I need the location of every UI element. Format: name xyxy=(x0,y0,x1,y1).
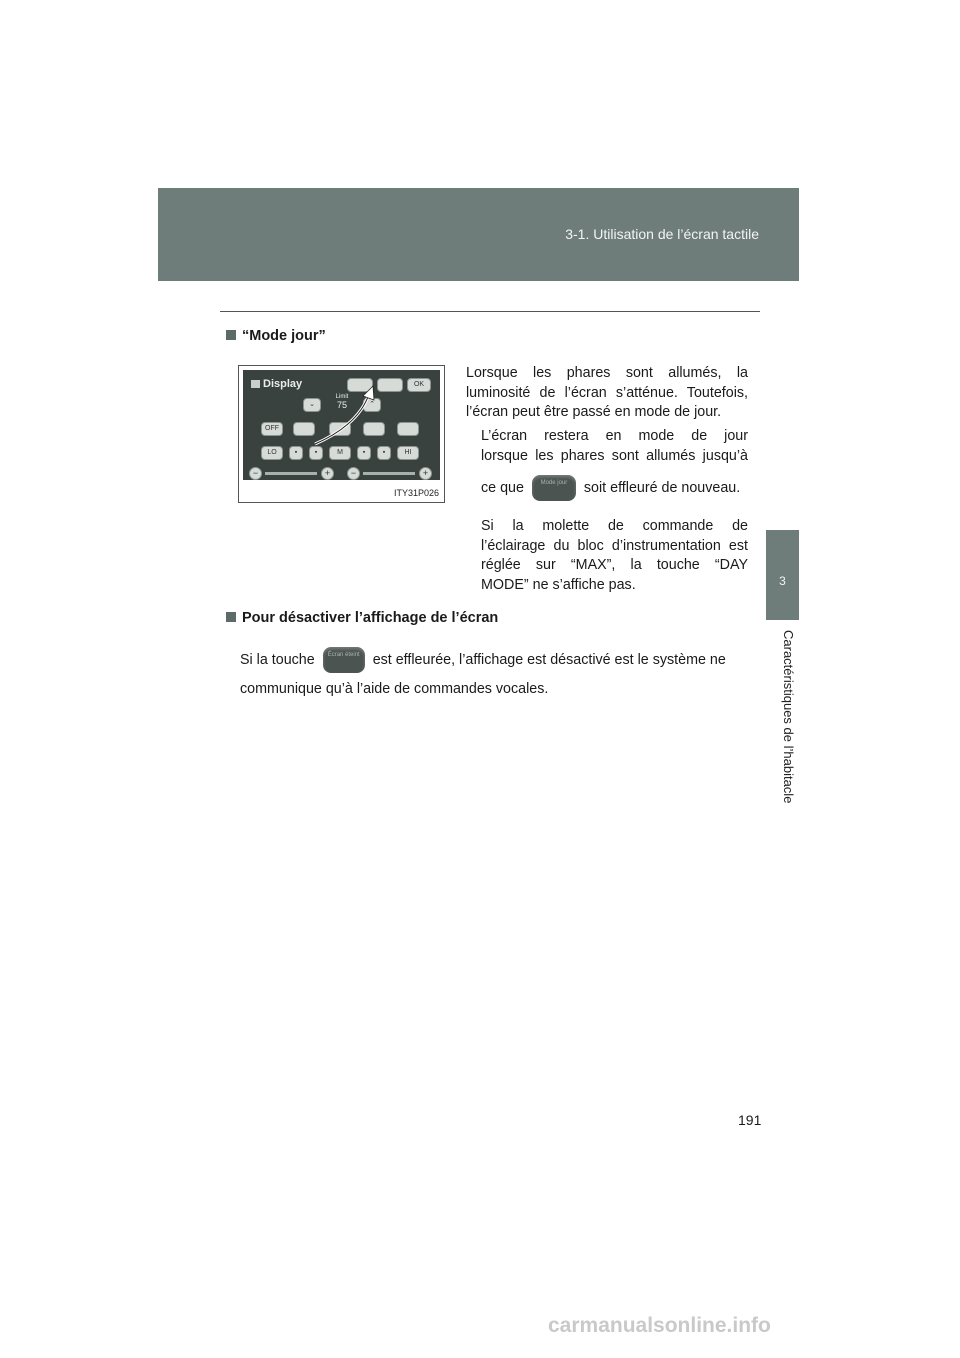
fan-m-button: M xyxy=(329,446,351,460)
text-line: luminosité de l’écran s’atténue. Toutefois, xyxy=(466,384,748,401)
fan-lo-button: LO xyxy=(261,446,283,460)
chapter-number: 3 xyxy=(779,574,786,588)
up-arrow-icon: ⌃ xyxy=(363,398,381,412)
section-title: 3-1. Utilisation de l’écran tactile xyxy=(565,226,759,242)
heading-text: Pour désactiver l’affichage de l’écran xyxy=(242,610,499,626)
pointer-arrow-icon xyxy=(243,370,440,480)
display-screen-illustration xyxy=(243,370,440,480)
plus-icon: + xyxy=(419,467,432,480)
display-screen-title: Display xyxy=(251,378,302,390)
mode-jour-button[interactable]: Mode jour xyxy=(532,475,576,501)
fan-hi-button: HI xyxy=(397,446,419,460)
chapter-label: Caractéristiques de l’habitacle xyxy=(781,630,796,804)
header-rule xyxy=(220,311,760,312)
text-line: Si la molette de commande de xyxy=(481,518,748,534)
heading-text: “Mode jour” xyxy=(242,328,326,344)
desactiver-line-2: communique qu’à l’aide de commandes vocales. xyxy=(240,681,549,697)
display-figure xyxy=(238,365,445,503)
text-line: réglée sur “MAX”, la touche “DAY xyxy=(481,557,748,573)
temperature-readout: Limit 75 xyxy=(335,394,349,410)
text-line: Lorsque les phares sont allumés, la xyxy=(466,365,748,381)
fan-level-1: ▪ xyxy=(289,446,303,460)
text-line: l’écran peut être passé en mode de jour. xyxy=(466,404,722,420)
minus-icon: − xyxy=(249,467,262,480)
text-line: lorsque les phares sont allumés jusqu’à xyxy=(481,447,748,464)
desactiver-line-1 xyxy=(240,646,760,674)
minus-icon: − xyxy=(347,467,360,480)
mode-jour-note-1-button-line xyxy=(481,474,748,502)
mode-jour-note-1 xyxy=(481,427,748,466)
text-fragment: soit effleuré de nouveau. xyxy=(583,480,741,496)
section-heading-desactiver xyxy=(226,610,498,626)
mode-jour-intro xyxy=(466,364,748,423)
text-line: MODE” ne s’affiche pas. xyxy=(481,576,636,593)
figure-caption: ITY31P026 xyxy=(393,488,439,498)
off-screen-button: OFF xyxy=(261,422,283,436)
down-arrow-icon: ⌄ xyxy=(303,398,321,412)
section-heading-mode-jour xyxy=(226,328,326,344)
chapter-tab xyxy=(766,530,799,620)
mode-jour-note-2 xyxy=(481,517,748,595)
section-header-band xyxy=(158,188,799,281)
fan-level-4: ▪ xyxy=(377,446,391,460)
watermark: carmanualsonline.info xyxy=(548,1314,771,1337)
text-fragment: est effleurée, l’affichage est désactivé est le système ne xyxy=(372,652,726,668)
ok-screen-button: OK xyxy=(407,378,431,392)
ecran-eteint-button[interactable]: Écran éteint xyxy=(323,647,365,673)
square-bullet-icon xyxy=(226,330,236,340)
square-bullet-icon xyxy=(226,612,236,622)
page-number: 191 xyxy=(738,1112,762,1128)
plus-icon: + xyxy=(321,467,334,480)
fan-level-3: ▪ xyxy=(357,446,371,460)
text-line: L’écran restera en mode de jour xyxy=(481,428,748,444)
fan-level-2: ▪ xyxy=(309,446,323,460)
text-fragment: ce que xyxy=(481,480,524,496)
text-fragment: Si la touche xyxy=(240,652,315,668)
text-line: l’éclairage du bloc d’instrumentation est xyxy=(481,537,748,554)
